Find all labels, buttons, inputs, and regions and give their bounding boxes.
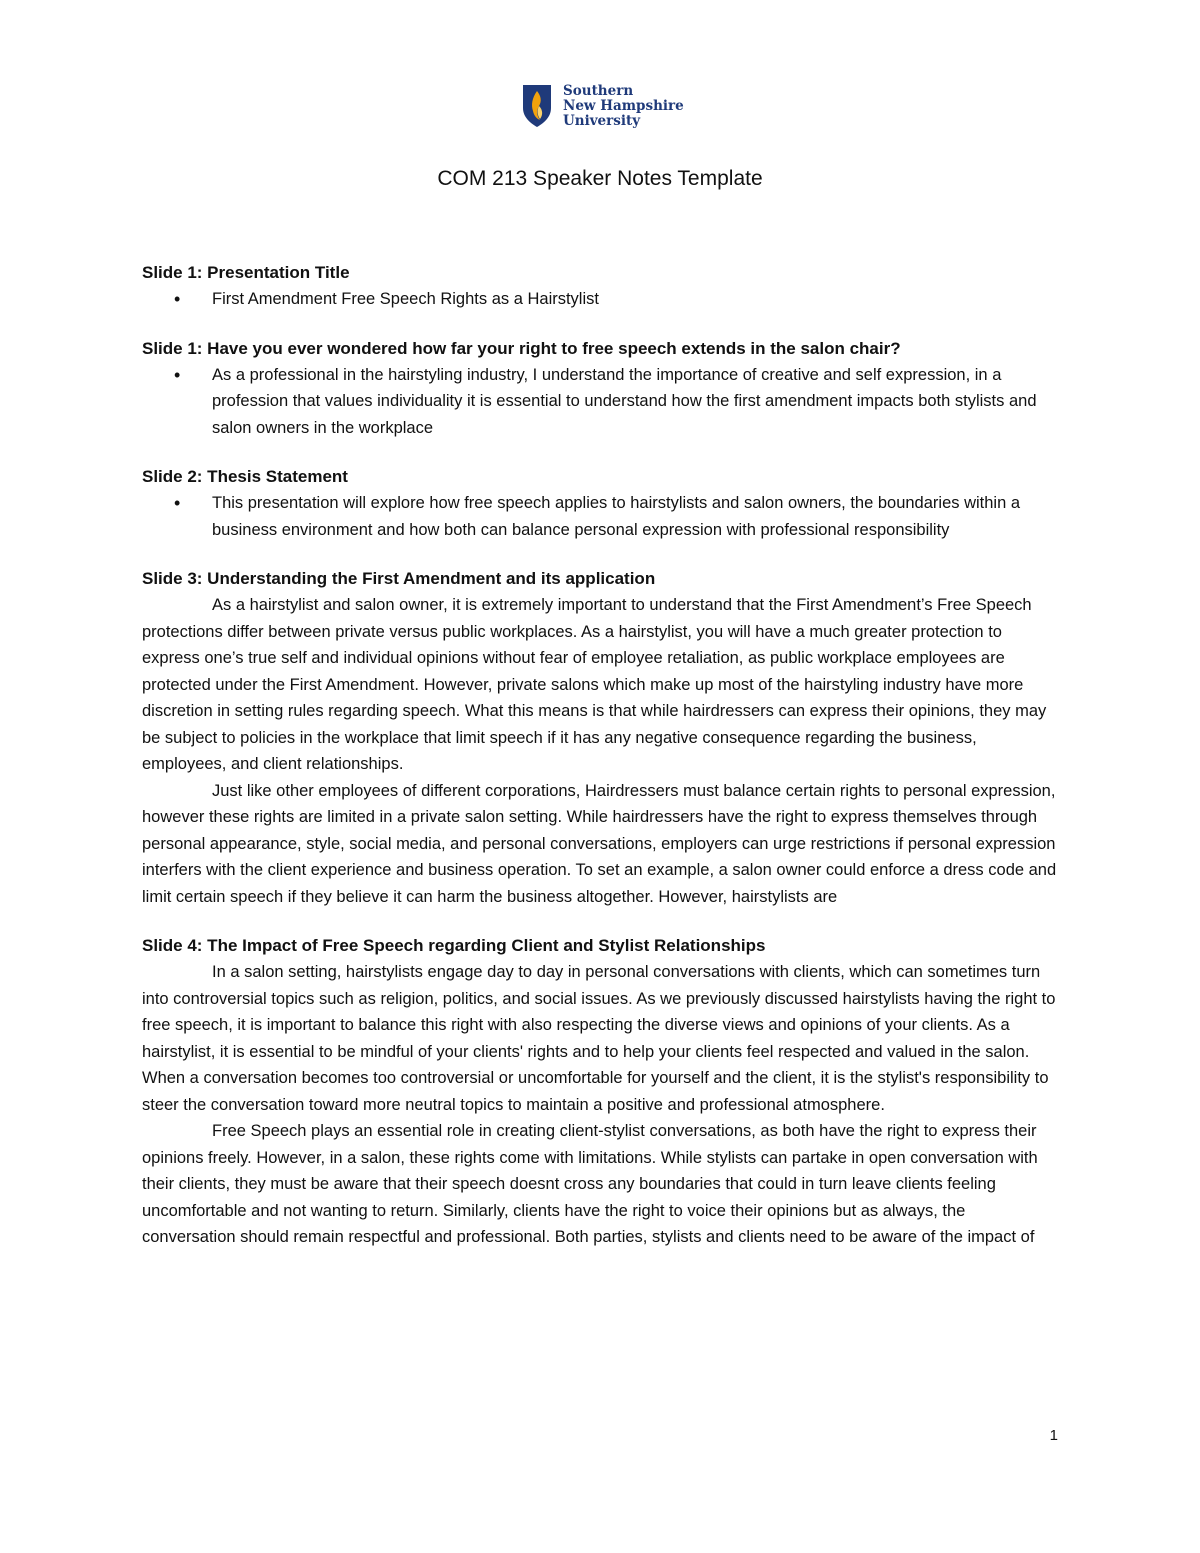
body-paragraph: In a salon setting, hairstylists engage day to day in personal conversations with clients, which can sometimes turn into controversial topics such as religion, politics, and social issues. As we previously discussed hairstylists having the right to free speech, it is important to balance this right with also respecting the diverse views and opinions of your clients. As a hairstylist, it is essential to be mindful of your clients' rights and to help your clients feel respected and valued in the salon. When a conversation becomes too controversial or uncomfortable for yourself and the client, it is the stylist's responsibility to steer the conversation toward more neutral topics to maintain a positive and professional atmosphere. [142, 963, 1056, 1114]
bullet-item: • First Amendment Free Speech Rights as a Hairstylist [212, 286, 1062, 313]
document-title: COM 213 Speaker Notes Template [437, 167, 763, 190]
slide-heading: Slide 1: Have you ever wondered how far your right to free speech extends in the salon chair? [142, 338, 901, 358]
logo-line: University [563, 113, 641, 129]
shield-flame-icon [522, 84, 552, 128]
bullet-item: • This presentation will explore how free speech applies to hairstylists and salon owners, the boundaries within a business environment and how both can balance personal expression with professional responsibility [212, 490, 1062, 543]
page-number: 1 [1049, 1427, 1058, 1444]
slide-heading: Slide 3: Understanding the First Amendment and its application [142, 569, 656, 588]
slide-heading: Slide 1: Presentation Title [142, 263, 350, 282]
logo-line: Southern [563, 83, 634, 99]
logo-wordmark [563, 84, 684, 129]
bullet-list [142, 286, 1062, 313]
document-body [142, 260, 1062, 1251]
bullet-list [142, 490, 1062, 543]
bullet-item: • As a professional in the hairstyling industry, I understand the importance of creative and self expression, in a profession that values individuality it is essential to understand how the first amendment impacts both stylists and salon owners in the workplace [212, 362, 1062, 442]
body-paragraph: Free Speech plays an essential role in creating client-stylist conversations, as both have the right to express their opinions freely. However, in a salon, these rights come with limitations. While stylists can partake in open conversation with their clients, they must be aware that their speech doesnt cross any boundaries that could in turn leave clients feeling uncomfortable and not wanting to return. Similarly, clients have the right to voice their opinions but as always, the conversation should remain respectful and professional. Both parties, stylists and clients need to be aware of the impact of [142, 1122, 1038, 1246]
logo-line: New Hampshire [563, 98, 684, 114]
body-paragraph: As a hairstylist and salon owner, it is extremely important to understand that the First Amendment’s Free Speech protections differ between private versus public workplaces. As a hairstylist, you will have a much greater protection to express one’s true self and individual opinions without fear of employee retaliation, as public workplace employees are protected under the First Amendment. However, private salons which make up most of the hairstyling industry have more discretion in setting rules regarding speech. What this means is that while hairdressers can express their opinions, they may be subject to policies in the workplace that limit speech if it has any negative consequence regarding the business, employees, and client relationships. [142, 596, 1047, 773]
university-logo [522, 84, 684, 129]
slide-heading: Slide 4: The Impact of Free Speech regarding Client and Stylist Relationships [142, 936, 766, 955]
bullet-list [142, 362, 1062, 442]
slide-heading: Slide 2: Thesis Statement [142, 467, 348, 486]
body-paragraph: Just like other employees of different corporations, Hairdressers must balance certain rights to personal expression, however these rights are limited in a private salon setting. While hairdressers have the right to express themselves through personal appearance, style, social media, and personal conversations, employers can urge restrictions if personal expression interfers with the client experience and business operation. To set an example, a salon owner could enforce a dress code and limit certain speech if they believe it can harm the business altogether. However, hairstylists are [142, 781, 1057, 906]
